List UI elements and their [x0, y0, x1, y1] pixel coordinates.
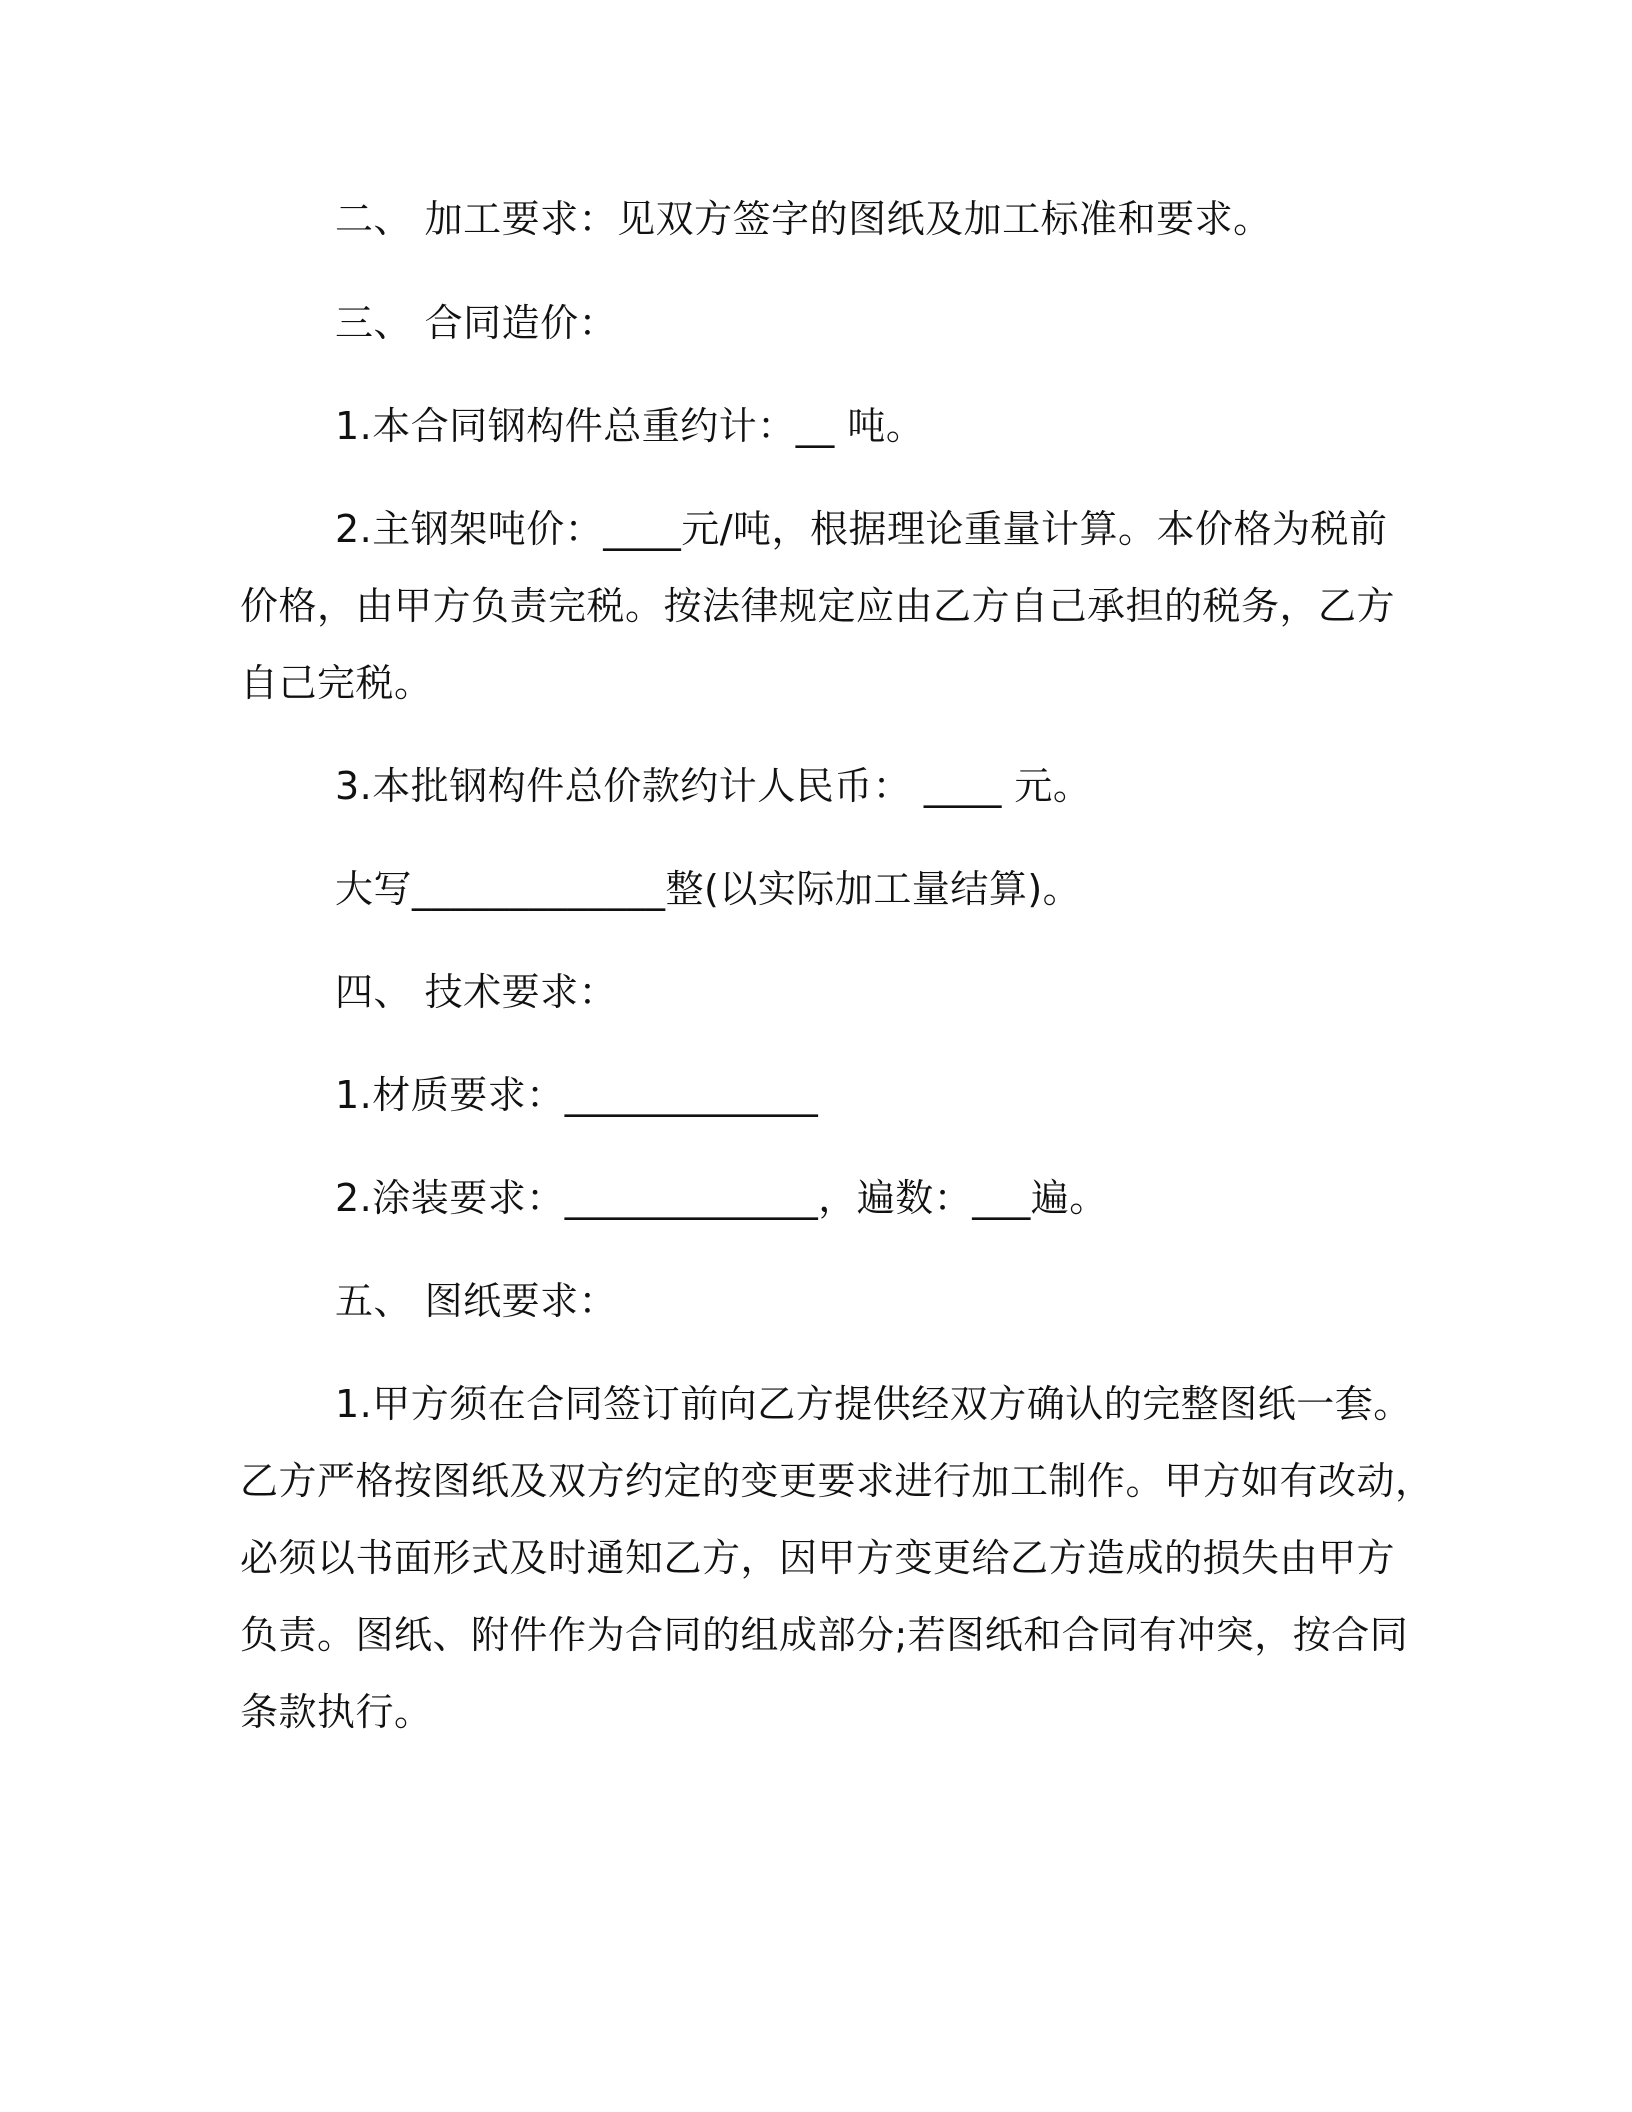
clause-3-2-unit-price-line-1: 2.主钢架吨价：____元/吨，根据理论重量计算。本价格为税前	[335, 507, 1388, 551]
clause-4-1-material-requirements: 1.材质要求：_____________	[335, 1073, 819, 1117]
clause-3-2-unit-price-line-3: 自己完税。	[240, 661, 433, 705]
clause-5-1-line-4: 负责。图纸、附件作为合同的组成部分;若图纸和合同有冲突，按合同	[240, 1613, 1409, 1657]
clause-5-1-line-1: 1.甲方须在合同签订前向乙方提供经双方确认的完整图纸一套。	[335, 1382, 1412, 1426]
clause-3-3-total-amount: 3.本批钢构件总价款约计人民币： ____ 元。	[335, 764, 1092, 808]
clause-5-1-line-5: 条款执行。	[240, 1690, 433, 1734]
clause-3-2-unit-price-line-2: 价格，由甲方负责完税。按法律规定应由乙方自己承担的税务，乙方	[240, 584, 1396, 628]
section-3-heading-contract-price: 三、 合同造价：	[335, 301, 618, 345]
clause-5-1-line-3: 必须以书面形式及时通知乙方，因甲方变更给乙方造成的损失由甲方	[240, 1536, 1396, 1580]
clause-4-2-coating-requirements: 2.涂装要求：_____________，遍数：___遍。	[335, 1176, 1108, 1220]
section-5-heading-drawing-requirements: 五、 图纸要求：	[335, 1279, 618, 1323]
clause-5-1-line-2: 乙方严格按图纸及双方约定的变更要求进行加工制作。甲方如有改动，	[240, 1459, 1434, 1503]
clause-3-3-amount-in-words: 大写_____________整(以实际加工量结算)。	[335, 867, 1082, 911]
section-2-processing-requirements: 二、 加工要求：见双方签字的图纸及加工标准和要求。	[335, 197, 1272, 241]
clause-3-1-total-weight: 1.本合同钢构件总重约计：__ 吨。	[335, 404, 925, 448]
section-4-heading-technical-requirements: 四、 技术要求：	[335, 970, 618, 1014]
